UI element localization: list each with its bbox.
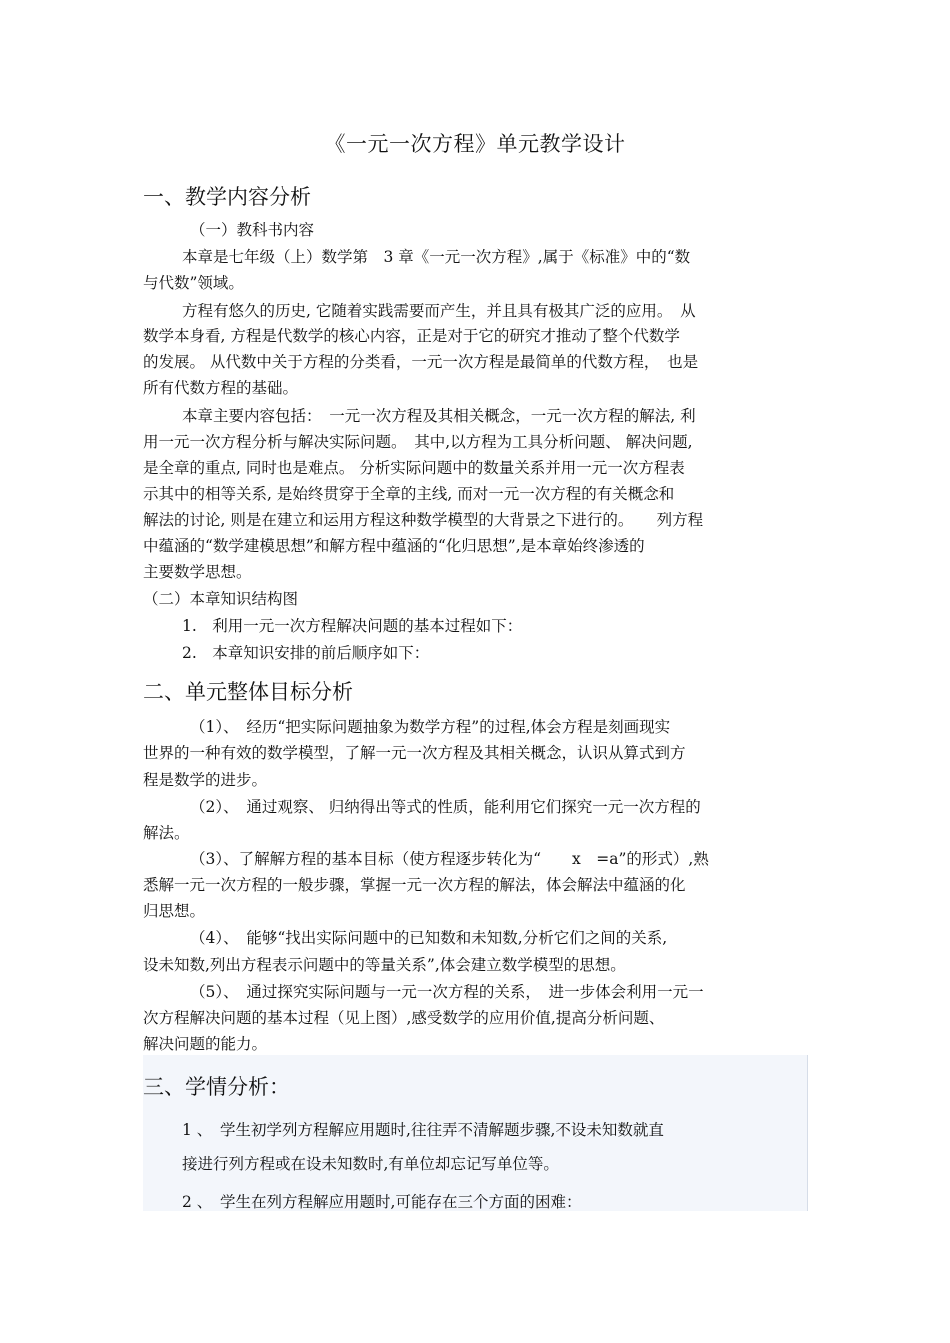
goal1-line-2: 世界的一种有效的数学模型，了解一元一次方程及其相关概念，认识从算式到方 <box>143 744 686 762</box>
p2-line-1: 方程有悠久的历史, 它随着实践需要而产生，并且具有极其广泛的应用。 从 <box>182 302 696 320</box>
p1-line-1: 本章是七年级（上）数学第 3 章《一元一次方程》,属于《标准》中的“数 <box>182 248 691 266</box>
learner-item-1-line-1: 1 、 学生初学列方程解应用题时,往往弄不清解题步骤,不设未知数就直 <box>182 1121 664 1139</box>
document-title: 《一元一次方程》单元教学设计 <box>324 132 626 156</box>
p3-line-7: 主要数学思想。 <box>143 563 252 581</box>
p3-line-2: 用一元一次方程分析与解决实际问题。 其中,以方程为工具分析问题、 解决问题, <box>143 433 693 451</box>
list-item-2: 2. 本章知识安排的前后顺序如下： <box>182 644 430 662</box>
section1-heading: 一、教学内容分析 <box>143 185 311 209</box>
p3-line-3: 是全章的重点, 同时也是难点。 分析实际问题中的数量关系并用一元一次方程表 <box>143 459 685 477</box>
goal3-line-3: 归思想。 <box>143 902 206 920</box>
goal5-line-2: 次方程解决问题的基本过程（见上图）,感受数学的应用价值,提高分析问题、 <box>143 1009 665 1027</box>
list-item-1: 1. 利用一元一次方程解决问题的基本过程如下： <box>182 617 523 635</box>
p1-line-2: 与代数”领域。 <box>143 274 244 292</box>
goal5-line-1: （5）、 通过探究实际问题与一元一次方程的关系， 进一步体会利用一元一 <box>190 983 704 1001</box>
goal5-line-3: 解决问题的能力。 <box>143 1035 268 1053</box>
p2-line-3: 的发展。 从代数中关于方程的分类看，一元一次方程是最简单的代数方程， 也是 <box>143 353 699 371</box>
goal3-line-2: 悉解一元一次方程的一般步骤，掌握一元一次方程的解法，体会解法中蕴涵的化 <box>143 876 686 894</box>
p2-line-2: 数学本身看, 方程是代数学的核心内容，正是对于它的研究才推动了整个代数学 <box>143 327 680 345</box>
goal1-line-1: （1）、 经历“把实际问题抽象为数学方程”的过程,体会方程是刻画现实 <box>190 718 671 736</box>
p2-line-4: 所有代数方程的基础。 <box>143 379 299 397</box>
p3-line-1: 本章主要内容包括： 一元一次方程及其相关概念，一元一次方程的解法, 利 <box>182 407 696 425</box>
sub1-heading: （一）教科书内容 <box>190 221 315 239</box>
p3-line-6: 中蕴涵的“数学建模思想”和解方程中蕴涵的“化归思想”,是本章始终渗透的 <box>143 537 645 555</box>
p3-line-5: 解法的讨论, 则是在建立和运用方程这种数学模型的大背景之下进行的。 列方程 <box>143 511 704 529</box>
section3-heading: 三、学情分析： <box>143 1075 290 1099</box>
goal2-line-1: （2）、 通过观察、 归纳得出等式的性质，能利用它们探究一元一次方程的 <box>190 798 701 816</box>
goal4-line-2: 设未知数,列出方程表示问题中的等量关系”,体会建立数学模型的思想。 <box>143 956 626 974</box>
goal1-line-3: 程是数学的进步。 <box>143 771 268 789</box>
learner-item-1-line-2: 接进行列方程或在设未知数时,有单位却忘记写单位等。 <box>182 1155 559 1173</box>
p3-line-4: 示其中的相等关系, 是始终贯穿于全章的主线, 而对一元一次方程的有关概念和 <box>143 485 675 503</box>
learner-item-2-line-1: 2 、 学生在列方程解应用题时,可能存在三个方面的困难： <box>182 1193 582 1211</box>
goal2-line-2: 解法。 <box>143 824 190 842</box>
goal4-line-1: （4）、 能够“找出实际问题中的已知数和未知数,分析它们之间的关系, <box>190 929 668 947</box>
goal3-line-1: （3）、了解解方程的基本目标（使方程逐步转化为“ x =a”的形式）,熟 <box>190 850 709 868</box>
section2-heading: 二、单元整体目标分析 <box>143 680 353 704</box>
sub2-heading: （二）本章知识结构图 <box>143 590 299 608</box>
